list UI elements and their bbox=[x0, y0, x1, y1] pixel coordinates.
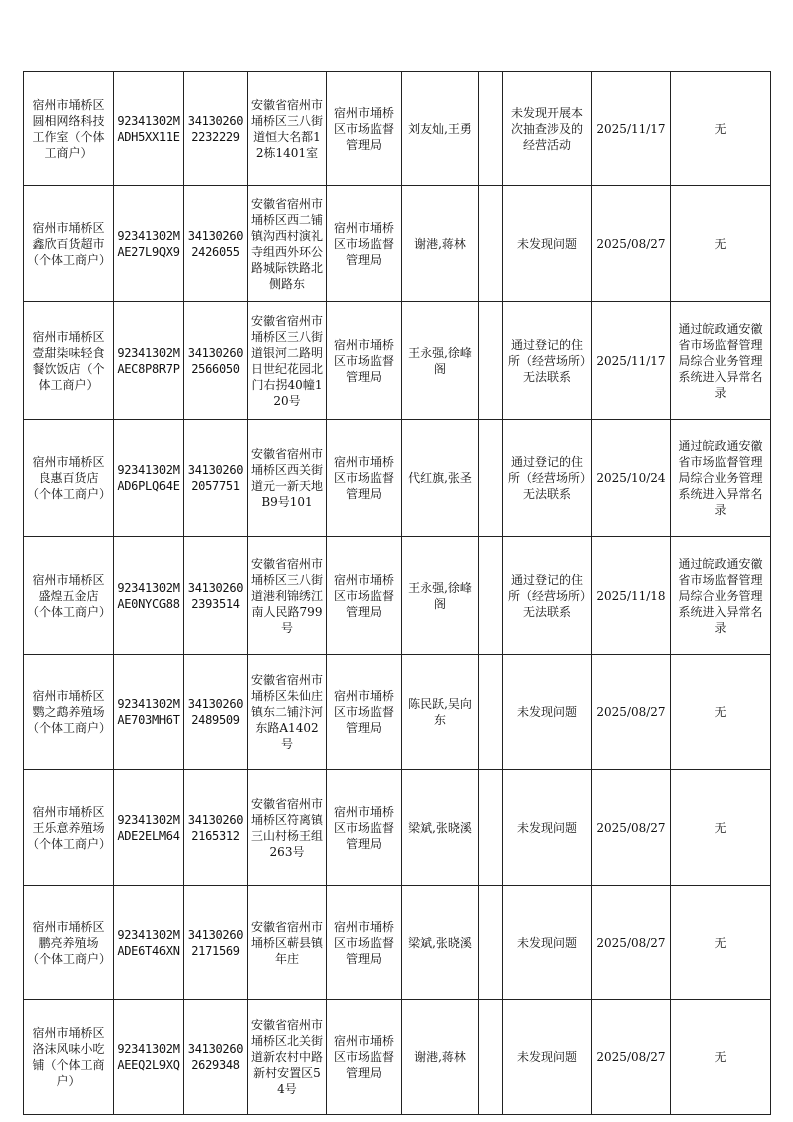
cell-handling: 通过皖政通安徽省市场监督管理局综合业务管理系统进入异常名录 bbox=[671, 420, 771, 537]
cell-address: 安徽省宿州市埇桥区蕲县镇年庄 bbox=[248, 886, 327, 1000]
cell-empty bbox=[479, 770, 503, 886]
cell-company-name: 宿州市埇桥区鹏亮养殖场（个体工商户） bbox=[24, 886, 114, 1000]
cell-date: 2025/08/27 bbox=[592, 655, 671, 770]
cell-result: 通过登记的住所（经营场所）无法联系 bbox=[503, 420, 592, 537]
cell-credit-code: 92341302MAEC8P8R7P bbox=[114, 302, 184, 420]
table-row bbox=[24, 1000, 771, 1115]
cell-inspectors: 谢港,蒋林 bbox=[402, 1000, 479, 1115]
cell-credit-code: 92341302MAE703MH6T bbox=[114, 655, 184, 770]
cell-address: 安徽省宿州市埇桥区三八街道恒大名都12栋1401室 bbox=[248, 72, 327, 186]
table-body bbox=[24, 72, 771, 1115]
cell-credit-code: 92341302MADH5XX11E bbox=[114, 72, 184, 186]
cell-empty bbox=[479, 72, 503, 186]
table-row bbox=[24, 420, 771, 537]
cell-inspectors: 陈民跃,吴向东 bbox=[402, 655, 479, 770]
cell-authority: 宿州市埇桥区市场监督管理局 bbox=[327, 186, 402, 302]
cell-address: 安徽省宿州市埇桥区西二铺镇沟西村演礼寺组西外环公路城际铁路北侧路东 bbox=[248, 186, 327, 302]
table-row bbox=[24, 302, 771, 420]
cell-empty bbox=[479, 537, 503, 655]
cell-registration-number: 341302602232229 bbox=[184, 72, 248, 186]
cell-company-name: 宿州市埇桥区洛沫风味小吃铺（个体工商户） bbox=[24, 1000, 114, 1115]
table-row bbox=[24, 537, 771, 655]
cell-address: 安徽省宿州市埇桥区符离镇三山村杨王组263号 bbox=[248, 770, 327, 886]
cell-inspectors: 王永强,徐峰阁 bbox=[402, 302, 479, 420]
cell-empty bbox=[479, 420, 503, 537]
cell-authority: 宿州市埇桥区市场监督管理局 bbox=[327, 886, 402, 1000]
cell-date: 2025/08/27 bbox=[592, 1000, 671, 1115]
cell-address: 安徽省宿州市埇桥区三八街道港利锦绣江南人民路799号 bbox=[248, 537, 327, 655]
cell-date: 2025/11/18 bbox=[592, 537, 671, 655]
cell-result: 通过登记的住所（经营场所）无法联系 bbox=[503, 302, 592, 420]
cell-registration-number: 341302602171569 bbox=[184, 886, 248, 1000]
cell-inspectors: 梁斌,张晓溪 bbox=[402, 886, 479, 1000]
cell-empty bbox=[479, 1000, 503, 1115]
inspection-results-table bbox=[23, 71, 771, 1115]
cell-date: 2025/10/24 bbox=[592, 420, 671, 537]
cell-authority: 宿州市埇桥区市场监督管理局 bbox=[327, 72, 402, 186]
cell-result: 未发现问题 bbox=[503, 886, 592, 1000]
cell-authority: 宿州市埇桥区市场监督管理局 bbox=[327, 420, 402, 537]
cell-credit-code: 92341302MADE6T46XN bbox=[114, 886, 184, 1000]
cell-inspectors: 梁斌,张晓溪 bbox=[402, 770, 479, 886]
cell-credit-code: 92341302MAEEQ2L9XQ bbox=[114, 1000, 184, 1115]
cell-empty bbox=[479, 655, 503, 770]
cell-inspectors: 刘友灿,王勇 bbox=[402, 72, 479, 186]
cell-company-name: 宿州市埇桥区鹦之鹉养殖场（个体工商户） bbox=[24, 655, 114, 770]
cell-inspectors: 代红旗,张圣 bbox=[402, 420, 479, 537]
cell-result: 未发现问题 bbox=[503, 655, 592, 770]
cell-date: 2025/08/27 bbox=[592, 770, 671, 886]
cell-handling: 无 bbox=[671, 770, 771, 886]
table-row bbox=[24, 770, 771, 886]
cell-registration-number: 341302602426055 bbox=[184, 186, 248, 302]
cell-address: 安徽省宿州市埇桥区西关街道元一新天地B9号101 bbox=[248, 420, 327, 537]
cell-company-name: 宿州市埇桥区盛煌五金店（个体工商户） bbox=[24, 537, 114, 655]
cell-address: 安徽省宿州市埇桥区三八街道银河二路明日世纪花园北门右拐40幢120号 bbox=[248, 302, 327, 420]
cell-company-name: 宿州市埇桥区壹甜柒味轻食餐饮饭店（个体工商户） bbox=[24, 302, 114, 420]
cell-credit-code: 92341302MAD6PLQ64E bbox=[114, 420, 184, 537]
cell-result: 未发现问题 bbox=[503, 186, 592, 302]
cell-inspectors: 谢港,蒋林 bbox=[402, 186, 479, 302]
cell-registration-number: 341302602393514 bbox=[184, 537, 248, 655]
cell-registration-number: 341302602629348 bbox=[184, 1000, 248, 1115]
cell-authority: 宿州市埇桥区市场监督管理局 bbox=[327, 302, 402, 420]
cell-credit-code: 92341302MADE2ELM64 bbox=[114, 770, 184, 886]
cell-address: 安徽省宿州市埇桥区北关街道新农村中路新村安置区54号 bbox=[248, 1000, 327, 1115]
table-row bbox=[24, 186, 771, 302]
cell-credit-code: 92341302MAE27L9QX9 bbox=[114, 186, 184, 302]
cell-handling: 通过皖政通安徽省市场监督管理局综合业务管理系统进入异常名录 bbox=[671, 537, 771, 655]
cell-handling: 无 bbox=[671, 886, 771, 1000]
cell-authority: 宿州市埇桥区市场监督管理局 bbox=[327, 537, 402, 655]
cell-date: 2025/11/17 bbox=[592, 302, 671, 420]
cell-authority: 宿州市埇桥区市场监督管理局 bbox=[327, 770, 402, 886]
table-row bbox=[24, 886, 771, 1000]
cell-handling: 无 bbox=[671, 186, 771, 302]
cell-address: 安徽省宿州市埇桥区朱仙庄镇东二铺汴河东路A1402号 bbox=[248, 655, 327, 770]
cell-company-name: 宿州市埇桥区鑫欣百货超市（个体工商户） bbox=[24, 186, 114, 302]
cell-date: 2025/08/27 bbox=[592, 886, 671, 1000]
cell-credit-code: 92341302MAE0NYCG88 bbox=[114, 537, 184, 655]
cell-empty bbox=[479, 302, 503, 420]
cell-registration-number: 341302602057751 bbox=[184, 420, 248, 537]
cell-result: 未发现问题 bbox=[503, 770, 592, 886]
cell-registration-number: 341302602165312 bbox=[184, 770, 248, 886]
cell-authority: 宿州市埇桥区市场监督管理局 bbox=[327, 1000, 402, 1115]
cell-inspectors: 王永强,徐峰阁 bbox=[402, 537, 479, 655]
cell-registration-number: 341302602566050 bbox=[184, 302, 248, 420]
cell-registration-number: 341302602489509 bbox=[184, 655, 248, 770]
cell-handling: 无 bbox=[671, 655, 771, 770]
table-row bbox=[24, 72, 771, 186]
cell-company-name: 宿州市埇桥区王乐意养殖场（个体工商户） bbox=[24, 770, 114, 886]
table-row bbox=[24, 655, 771, 770]
cell-date: 2025/11/17 bbox=[592, 72, 671, 186]
cell-date: 2025/08/27 bbox=[592, 186, 671, 302]
cell-company-name: 宿州市埇桥区圆相网络科技工作室（个体工商户） bbox=[24, 72, 114, 186]
cell-empty bbox=[479, 886, 503, 1000]
cell-company-name: 宿州市埇桥区良惠百货店（个体工商户） bbox=[24, 420, 114, 537]
cell-result: 通过登记的住所（经营场所）无法联系 bbox=[503, 537, 592, 655]
cell-authority: 宿州市埇桥区市场监督管理局 bbox=[327, 655, 402, 770]
cell-result: 未发现开展本次抽查涉及的经营活动 bbox=[503, 72, 592, 186]
cell-empty bbox=[479, 186, 503, 302]
cell-handling: 无 bbox=[671, 72, 771, 186]
cell-handling: 通过皖政通安徽省市场监督管理局综合业务管理系统进入异常名录 bbox=[671, 302, 771, 420]
cell-handling: 无 bbox=[671, 1000, 771, 1115]
cell-result: 未发现问题 bbox=[503, 1000, 592, 1115]
